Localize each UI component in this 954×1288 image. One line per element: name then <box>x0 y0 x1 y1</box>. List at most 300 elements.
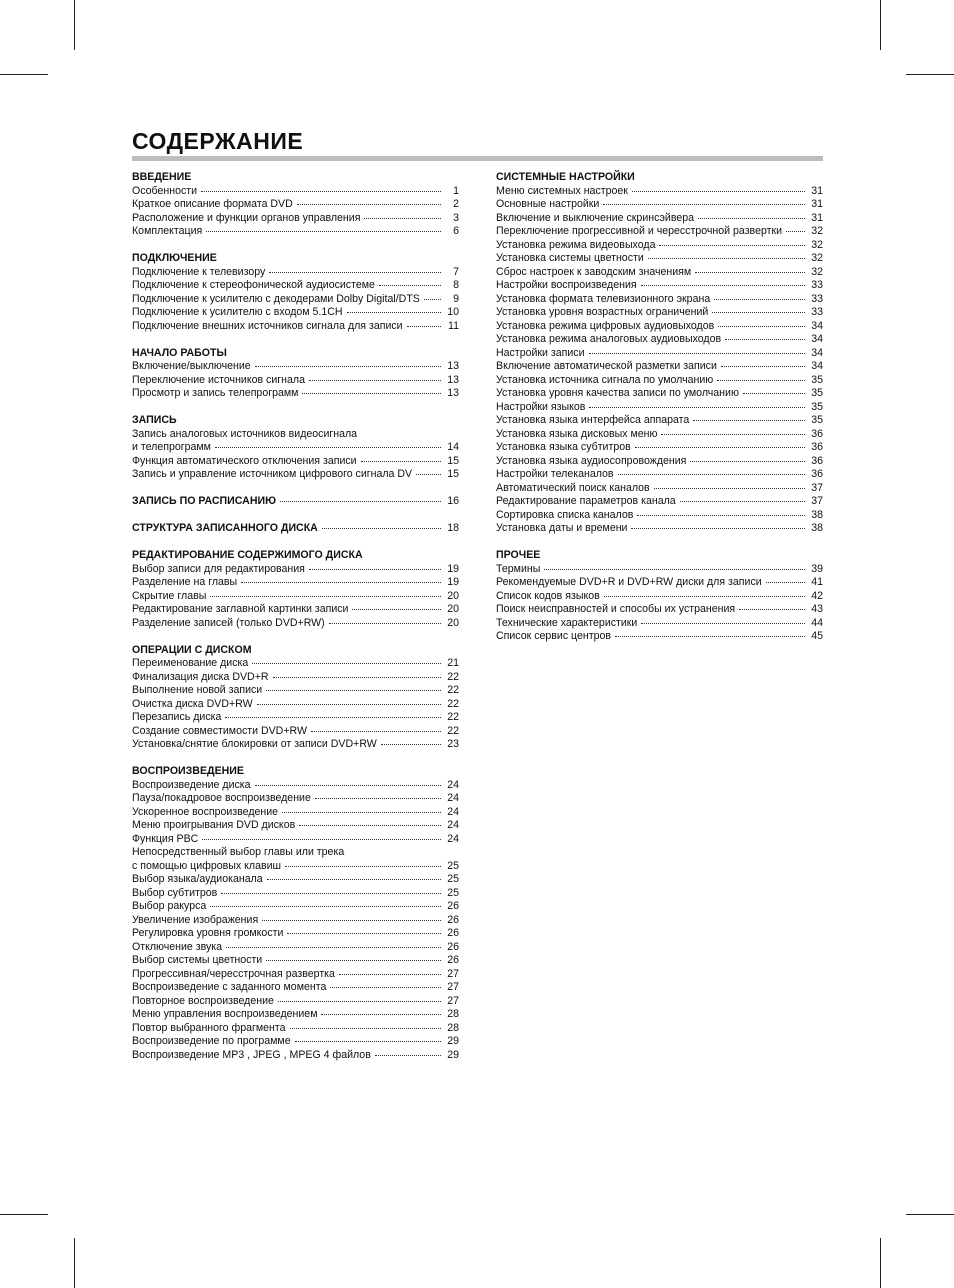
dot-leader <box>347 312 441 313</box>
toc-entry <box>132 860 459 874</box>
toc-entry-label: Установка уровня качества записи по умолчанию <box>496 387 739 399</box>
dot-leader <box>273 677 441 678</box>
toc-entry-label: Повторное воспроизведение <box>132 994 274 1007</box>
toc-entry <box>496 563 823 577</box>
toc-entry <box>496 441 823 455</box>
toc-entry-label: Выбор субтитров <box>132 886 218 899</box>
toc-entry <box>132 306 459 320</box>
toc-page-number: 25 <box>447 886 459 899</box>
toc-page-number: 2 <box>453 198 459 210</box>
toc-entry <box>132 671 459 685</box>
toc-entry <box>132 914 459 928</box>
toc-page-number: 32 <box>811 225 823 237</box>
toc-section <box>132 644 459 752</box>
toc-right-column <box>496 171 823 657</box>
toc-entry <box>496 347 823 361</box>
dot-leader <box>690 461 805 462</box>
toc-entry-label: Отключение звука <box>132 940 223 953</box>
toc-entry <box>132 806 459 820</box>
toc-entry-text: Запись аналоговых источников видеосигнала <box>132 427 358 440</box>
toc-entry <box>132 1035 459 1049</box>
toc-page-number: 36 <box>811 441 823 453</box>
dot-leader <box>269 272 441 273</box>
toc-entry <box>496 495 823 509</box>
toc-entry-label: Установка/снятие блокировки от записи DVD+RW <box>132 738 377 750</box>
toc-page-number: 27 <box>447 994 459 1007</box>
toc-entry-label: Основные настройки <box>496 198 600 210</box>
toc-entry-label: Особенности <box>132 184 198 197</box>
toc-entry <box>132 212 459 226</box>
toc-entry-label: Включение автоматической разметки записи <box>496 360 717 372</box>
toc-entry <box>496 576 823 590</box>
toc-entry <box>132 576 459 590</box>
dot-leader <box>226 947 441 948</box>
dot-leader <box>290 1028 441 1029</box>
toc-entry <box>496 320 823 334</box>
toc-entry-label: Установка уровня возрастных ограничений <box>496 306 709 318</box>
toc-page-number: 28 <box>447 1021 459 1034</box>
section-title: ВВЕДЕНИЕ <box>132 171 192 183</box>
toc-page-number: 29 <box>447 1048 459 1061</box>
toc-entry <box>496 401 823 415</box>
dot-leader <box>712 312 805 313</box>
toc-entry <box>496 306 823 320</box>
crop-mark <box>74 0 75 50</box>
toc-entry-label: Установка языка интерфейса аппарата <box>496 414 690 426</box>
toc-entry <box>496 414 823 428</box>
dot-leader <box>321 1014 441 1015</box>
toc-entry <box>132 617 459 631</box>
toc-entry-label: Сортировка списка каналов <box>496 508 634 521</box>
toc-entry-label: Установка системы цветности <box>496 252 644 264</box>
toc-page-number: 44 <box>811 616 823 629</box>
toc-page-number: 32 <box>811 252 823 264</box>
toc-entry-label: СТРУКТУРА ЗАПИСАННОГО ДИСКА <box>132 522 318 534</box>
dot-leader <box>589 407 805 408</box>
toc-entry-label: Установка режима видеовыхода <box>496 238 656 251</box>
toc-page-number: 1 <box>453 184 459 197</box>
toc-entry <box>132 981 459 995</box>
toc-entry <box>132 711 459 725</box>
toc-entry-label: Воспроизведение с заданного момента <box>132 981 327 993</box>
toc-entry-label: ЗАПИСЬ ПО РАСПИСАНИЮ <box>132 495 277 507</box>
toc-page-number: 36 <box>811 468 823 480</box>
dot-leader <box>641 623 805 624</box>
toc-entry-label: Настройки телеканалов <box>496 468 614 480</box>
toc-entry <box>132 374 459 388</box>
toc-page-number: 16 <box>447 495 459 507</box>
toc-page-number: 3 <box>453 211 459 224</box>
dot-leader <box>282 812 441 813</box>
toc-entry-label: Воспроизведение MP3 , JPEG , MPEG 4 файлов <box>132 1048 371 1061</box>
toc-section <box>132 522 459 536</box>
dot-leader <box>330 987 441 988</box>
toc-page-number: 15 <box>447 454 459 467</box>
dot-leader <box>659 245 805 246</box>
toc-entry <box>496 374 823 388</box>
page-title: СОДЕРЖАНИЕ <box>132 128 304 154</box>
toc-page-number: 35 <box>811 400 823 413</box>
toc-entry-label: Увеличение изображения <box>132 913 259 926</box>
toc-entry <box>132 468 459 482</box>
dot-leader <box>544 569 805 570</box>
toc-page-number: 34 <box>811 333 823 345</box>
dot-leader <box>604 596 805 597</box>
toc-entry-label: Подключение к стереофонической аудиосистеме <box>132 279 375 291</box>
dot-leader <box>661 434 805 435</box>
toc-page-number: 24 <box>447 792 459 804</box>
toc-entry-label: Поиск неисправностей и способы их устранения <box>496 603 736 615</box>
dot-leader <box>416 474 441 475</box>
section-title: СИСТЕМНЫЕ НАСТРОЙКИ <box>496 171 635 183</box>
toc-entry <box>132 590 459 604</box>
toc-entry-label: Настройки воспроизведения <box>496 279 637 291</box>
dot-leader <box>654 488 805 489</box>
crop-mark <box>906 74 954 75</box>
toc-page-number: 14 <box>447 441 459 453</box>
toc-page-number: 24 <box>447 832 459 845</box>
toc-entry <box>496 509 823 523</box>
toc-entry-label: Подключение внешних источников сигнала для записи <box>132 319 403 332</box>
toc-entry <box>132 522 459 536</box>
toc-page-number: 32 <box>811 238 823 251</box>
toc-page-number: 33 <box>811 279 823 291</box>
toc-entry-label: Настройки записи <box>496 346 585 359</box>
toc-entry-label: Подключение к телевизору <box>132 265 266 278</box>
toc-page-number: 9 <box>453 292 459 305</box>
toc-entry-label: Включение и выключение скринсэйвера <box>496 211 695 224</box>
dot-leader <box>714 299 805 300</box>
toc-page-number: 13 <box>447 373 459 386</box>
dot-leader <box>278 1001 441 1002</box>
toc-page-number: 45 <box>811 630 823 642</box>
toc-page-number: 43 <box>811 603 823 615</box>
toc-entry <box>496 279 823 293</box>
toc-page-number: 33 <box>811 306 823 318</box>
toc-entry <box>496 387 823 401</box>
dot-leader <box>299 825 441 826</box>
dot-leader <box>698 218 805 219</box>
toc-entry <box>132 941 459 955</box>
toc-page-number: 41 <box>811 576 823 588</box>
dot-leader <box>225 717 441 718</box>
dot-leader <box>302 393 441 394</box>
toc-entry <box>132 495 459 509</box>
toc-page-number: 24 <box>447 805 459 818</box>
dot-leader <box>680 501 805 502</box>
dot-leader <box>201 191 441 192</box>
dot-leader <box>718 326 805 327</box>
toc-page-number: 13 <box>447 360 459 372</box>
toc-left-column <box>132 171 459 1076</box>
toc-entry <box>132 873 459 887</box>
dot-leader <box>721 366 805 367</box>
toc-page-number: 26 <box>447 900 459 912</box>
toc-entry <box>132 698 459 712</box>
dot-leader <box>267 879 441 880</box>
toc-entry-label: Функция PBC <box>132 832 199 845</box>
toc-entry-label: Повтор выбранного фрагмента <box>132 1021 286 1034</box>
dot-leader <box>266 960 441 961</box>
toc-entry <box>132 360 459 374</box>
toc-entry <box>496 239 823 253</box>
toc-entry-label: и телепрограмм <box>132 441 211 453</box>
toc-entry-label: Включение/выключение <box>132 360 251 372</box>
dot-leader <box>285 866 441 867</box>
toc-entry <box>496 252 823 266</box>
dot-leader <box>210 906 441 907</box>
toc-page-number: 20 <box>447 603 459 615</box>
toc-entry-label: Настройки языков <box>496 400 586 413</box>
toc-page-number: 26 <box>447 913 459 926</box>
dot-leader <box>329 623 441 624</box>
toc-entry <box>132 563 459 577</box>
toc-entry <box>496 333 823 347</box>
dot-leader <box>215 447 441 448</box>
toc-entry <box>132 198 459 212</box>
toc-section <box>132 495 459 509</box>
dot-leader <box>648 258 805 259</box>
crop-mark <box>0 1214 48 1215</box>
dot-leader <box>631 528 805 529</box>
toc-page-number: 33 <box>811 292 823 305</box>
toc-page-number: 15 <box>447 468 459 480</box>
toc-entry <box>496 360 823 374</box>
toc-entry-label: Очистка диска DVD+RW <box>132 697 253 710</box>
toc-entry-label: Расположение и функции органов управления <box>132 211 361 224</box>
toc-entry <box>132 833 459 847</box>
toc-entry-label: Установка источника сигнала по умолчанию <box>496 373 714 386</box>
toc-page-number: 24 <box>447 778 459 791</box>
toc-entry <box>496 468 823 482</box>
dot-leader <box>364 218 441 219</box>
toc-page-number: 7 <box>453 265 459 278</box>
toc-entry-label: Подключение к усилителю с декодерами Dolby Digital/DTS <box>132 292 420 305</box>
toc-entry <box>132 779 459 793</box>
toc-entry <box>132 225 459 239</box>
toc-entry-label: Выбор записи для редактирования <box>132 562 305 575</box>
section-title: ОПЕРАЦИИ С ДИСКОМ <box>132 643 252 656</box>
dot-leader <box>379 285 441 286</box>
toc-section <box>496 171 823 536</box>
toc-entry-label: Установка языка аудиосопровождения <box>496 454 687 467</box>
dot-leader <box>375 1055 441 1056</box>
toc-entry-label: Переключение прогрессивной и чересстрочной развертки <box>496 225 783 237</box>
dot-leader <box>241 582 441 583</box>
toc-section <box>132 252 459 333</box>
crop-mark <box>0 74 48 75</box>
toc-page-number: 29 <box>447 1035 459 1047</box>
toc-entry <box>132 995 459 1009</box>
section-title: ПОДКЛЮЧЕНИЕ <box>132 252 217 264</box>
toc-entry-label: Технические характеристики <box>496 616 638 629</box>
toc-section <box>132 549 459 630</box>
toc-entry <box>496 212 823 226</box>
toc-section <box>132 414 459 482</box>
toc-entry <box>132 320 459 334</box>
toc-entry-label: Прогрессивная/чересстрочная развертка <box>132 967 335 980</box>
toc-page-number: 27 <box>447 967 459 980</box>
toc-entry-label: Установка даты и времени <box>496 522 628 534</box>
toc-entry <box>132 455 459 469</box>
toc-entry <box>132 887 459 901</box>
toc-entry <box>496 603 823 617</box>
toc-entry-label: Переключение источников сигнала <box>132 373 305 386</box>
section-title: НАЧАЛО РАБОТЫ <box>132 346 227 359</box>
dot-leader <box>743 393 805 394</box>
toc-page-number: 22 <box>447 670 459 683</box>
toc-page-number: 11 <box>448 319 459 332</box>
toc-page-number: 22 <box>447 697 459 710</box>
toc-entry <box>132 266 459 280</box>
toc-entry-label: Скрытие главы <box>132 589 207 602</box>
toc-page-number: 35 <box>811 373 823 386</box>
toc-page-number: 38 <box>811 522 823 534</box>
toc-entry-label: Подключение к усилителю с входом 5.1CH <box>132 306 343 318</box>
dot-leader <box>589 353 805 354</box>
dot-leader <box>315 798 441 799</box>
toc-page-number: 10 <box>447 306 459 318</box>
toc-page-number: 34 <box>811 319 823 332</box>
toc-entry-label: Выбор ракурса <box>132 900 207 912</box>
toc-page-number: 42 <box>811 589 823 602</box>
dot-leader <box>280 501 441 502</box>
dot-leader <box>252 663 441 664</box>
toc-entry <box>132 1022 459 1036</box>
dot-leader <box>322 528 441 529</box>
dot-leader <box>255 366 441 367</box>
toc-page-number: 25 <box>447 873 459 885</box>
toc-entry-label: Создание совместимости DVD+RW <box>132 724 307 737</box>
toc-entry-label: Редактирование параметров канала <box>496 495 676 507</box>
dot-leader <box>339 974 441 975</box>
dot-leader <box>635 447 805 448</box>
toc-section <box>496 549 823 644</box>
dot-leader <box>311 731 441 732</box>
toc-page-number: 36 <box>811 427 823 440</box>
toc-entry-label: Установка режима аналоговых аудиовыходов <box>496 333 722 345</box>
toc-section <box>132 347 459 401</box>
toc-entry <box>132 725 459 739</box>
section-title: РЕДАКТИРОВАНИЕ СОДЕРЖИМОГО ДИСКА <box>132 549 363 561</box>
toc-page-number: 35 <box>811 414 823 426</box>
crop-mark <box>880 1238 881 1288</box>
toc-page-number: 19 <box>447 562 459 575</box>
dot-leader <box>632 191 805 192</box>
toc-entry-label: Меню управления воспроизведением <box>132 1008 318 1020</box>
toc-entry-label: Меню системных настроек <box>496 184 628 197</box>
dot-leader <box>407 326 441 327</box>
dot-leader <box>424 299 441 300</box>
dot-leader <box>202 839 441 840</box>
toc-entry <box>496 198 823 212</box>
toc-entry <box>132 1008 459 1022</box>
toc-entry <box>496 455 823 469</box>
dot-leader <box>615 636 805 637</box>
dot-leader <box>297 204 441 205</box>
dot-leader <box>603 204 805 205</box>
toc-page-number: 28 <box>447 1008 459 1020</box>
toc-page-number: 25 <box>447 859 459 872</box>
dot-leader <box>717 380 805 381</box>
toc-section <box>132 765 459 1062</box>
dot-leader <box>266 690 441 691</box>
toc-entry-label: Установка формата телевизионного экрана <box>496 292 711 305</box>
dot-leader <box>352 609 441 610</box>
dot-leader <box>381 744 441 745</box>
toc-entry-label: Регулировка уровня громкости <box>132 927 284 939</box>
toc-entry <box>132 1049 459 1063</box>
toc-entry <box>132 603 459 617</box>
toc-page-number: 26 <box>447 954 459 966</box>
toc-entry-label: Список кодов языков <box>496 589 600 602</box>
toc-entry-label: Установка режима цифровых аудиовыходов <box>496 319 715 332</box>
toc-entry <box>132 900 459 914</box>
toc-entry <box>496 185 823 199</box>
toc-page-number: 8 <box>453 279 459 291</box>
dot-leader <box>725 339 805 340</box>
toc-entry <box>496 630 823 644</box>
toc-page-number: 31 <box>811 198 823 210</box>
toc-entry-text: Непосредственный выбор главы или трека <box>132 846 345 858</box>
toc-page-number: 18 <box>447 522 459 534</box>
toc-entry-label: Автоматический поиск каналов <box>496 481 650 494</box>
crop-mark <box>74 1238 75 1288</box>
toc-page-number: 37 <box>811 495 823 507</box>
section-title: ЗАПИСЬ <box>132 414 177 426</box>
dot-leader <box>618 474 805 475</box>
toc-page-number: 13 <box>447 387 459 399</box>
toc-page-number: 22 <box>447 724 459 737</box>
toc-entry <box>132 293 459 307</box>
toc-entry <box>132 441 459 455</box>
toc-entry-label: Меню проигрывания DVD дисков <box>132 819 296 831</box>
toc-page-number: 22 <box>447 684 459 696</box>
toc-entry <box>132 954 459 968</box>
toc-entry-label: Разделение записей (только DVD+RW) <box>132 616 325 629</box>
section-title: ПРОЧЕЕ <box>496 549 541 561</box>
toc-section <box>132 171 459 239</box>
toc-page-number: 34 <box>811 360 823 372</box>
toc-page-number: 24 <box>447 819 459 831</box>
toc-entry-label: Комплектация <box>132 225 203 237</box>
toc-entry <box>132 185 459 199</box>
toc-entry-label: Установка языка дисковых меню <box>496 427 658 440</box>
toc-entry-label: Воспроизведение диска <box>132 778 251 791</box>
toc-entry <box>132 738 459 752</box>
toc-entry-label: Перезапись диска <box>132 711 222 723</box>
dot-leader <box>262 920 441 921</box>
toc-entry-label: Выполнение новой записи <box>132 684 263 696</box>
toc-entry-label: Воспроизведение по программе <box>132 1035 291 1047</box>
dot-leader <box>695 272 805 273</box>
dot-leader <box>295 1041 441 1042</box>
dot-leader <box>210 596 441 597</box>
dot-leader <box>257 704 441 705</box>
toc-entry <box>496 590 823 604</box>
dot-leader <box>739 609 805 610</box>
toc-entry-label: Пауза/покадровое воспроизведение <box>132 792 311 804</box>
toc-entry-label: Установка языка субтитров <box>496 441 631 453</box>
toc-page-number: 19 <box>447 576 459 588</box>
toc-page-number: 39 <box>811 562 823 575</box>
toc-entry <box>132 684 459 698</box>
toc-entry-label: Выбор системы цветности <box>132 954 263 966</box>
toc-page-number: 38 <box>811 508 823 521</box>
dot-leader <box>693 420 805 421</box>
dot-leader <box>637 515 805 516</box>
toc-page-number: 32 <box>811 265 823 278</box>
